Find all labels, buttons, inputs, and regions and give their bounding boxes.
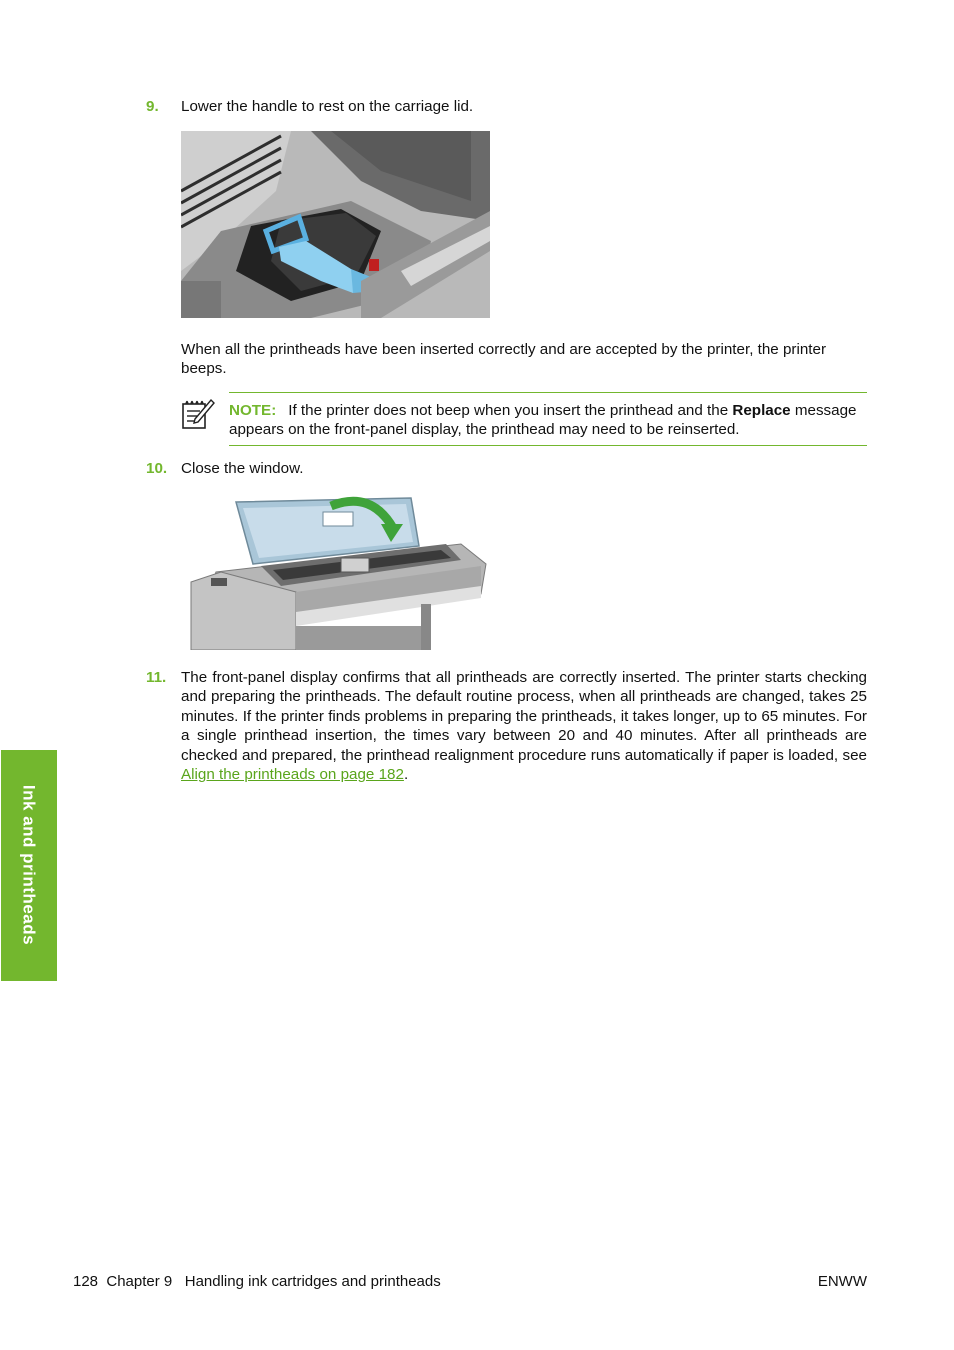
footer-chapter: 128 Chapter 9 Handling ink cartridges and printheads — [73, 1273, 441, 1290]
chapter-side-tab — [1, 750, 57, 981]
side-tab-label: Ink and printheads — [19, 784, 39, 946]
footer-right: ENWW — [817, 1273, 867, 1290]
step-number: 10. — [146, 460, 168, 477]
close-window-illustration — [181, 494, 490, 650]
step-text: The front-panel display confirms that all printheads are correctly inserted. The printer starts checking and preparing the printheads. The default routine process, when all printheads are changed, takes 25 minutes. If the printer finds problems in preparing the printheads, it takes longer, up to 65 minutes. For a single printhead insertion, the times vary between 20 and 40 minutes. After all printheads are checked and prepared, the printhead realignment procedure runs automatically if paper is loaded, see Align the printheads on page 182. — [181, 669, 867, 784]
step-text: Close the window. — [181, 460, 304, 477]
align-printheads-link[interactable]: Align the printheads on page 182 — [181, 766, 404, 784]
note-label: NOTE: — [229, 402, 277, 419]
note-text: NOTE: If the printer does not beep when you insert the printhead and the Replace message appears on the front-panel display, the printhead may need to be reinserted. — [229, 402, 857, 439]
step-text: Lower the handle to rest on the carriage lid. — [181, 98, 474, 115]
step-number: 9. — [146, 98, 159, 115]
replace-keyword: Replace — [732, 402, 791, 419]
paragraph-beeps: When all the printheads have been inserted correctly and are accepted by the printer, the printer beeps. — [181, 341, 827, 378]
note-icon — [181, 396, 215, 430]
step-number: 11. — [146, 669, 167, 686]
carriage-handle-illustration — [181, 131, 490, 318]
note-box — [229, 392, 867, 446]
